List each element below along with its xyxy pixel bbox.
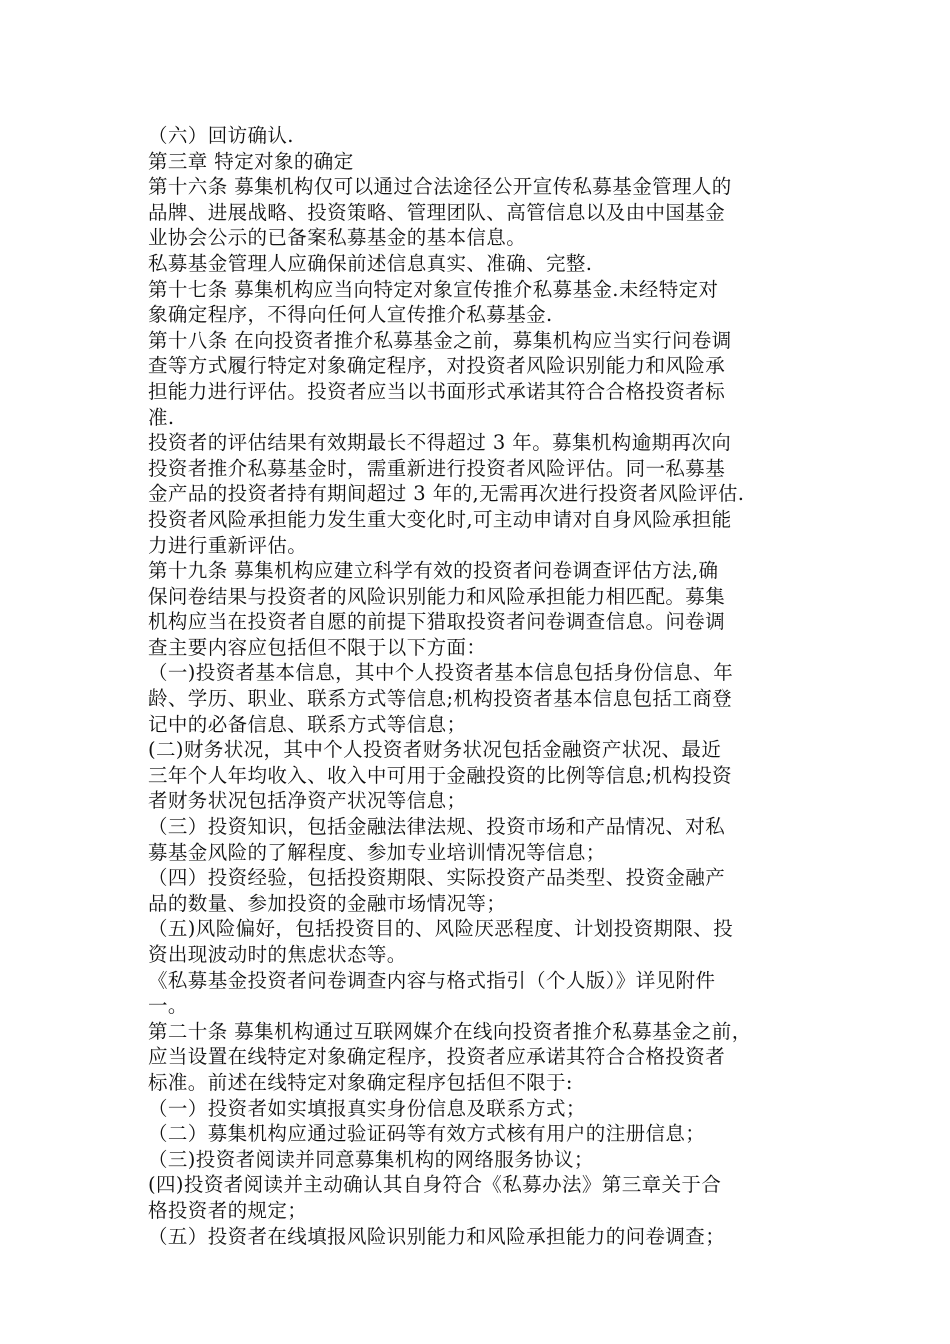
text-line: 担能力进行评估。投资者应当以书面形式承诺其符合合格投资者标 [148, 379, 726, 403]
text-line: 保问卷结果与投资者的风险识别能力和风险承担能力相匹配。募集 [148, 584, 726, 608]
text-line: 业协会公示的已备案私募基金的基本信息。 [148, 226, 527, 250]
text-line: 查等方式履行特定对象确定程序，对投资者风险识别能力和风险承 [148, 354, 726, 378]
text-line: 募基金风险的了解程度、参加专业培训情况等信息； [148, 840, 606, 864]
text-line: 三年个人年均收入、收入中可用于金融投资的比例等信息;机构投资 [148, 763, 733, 787]
text-line: （二）募集机构应通过验证码等有效方式核有用户的注册信息； [148, 1122, 706, 1146]
text-line: 标准。前述在线特定对象确定程序包括但不限于: [148, 1070, 573, 1094]
text-line: 象确定程序，不得向任何人宣传推介私募基金. [148, 303, 553, 327]
text-line: （三）投资知识，包括金融法律法规、投资市场和产品情况、对私 [148, 815, 726, 839]
text-line: 投资者推介私募基金时，需重新进行投资者风险评估。同一私募基 [148, 456, 726, 480]
text-line: 力进行重新评估。 [148, 533, 308, 557]
text-line: 第三章 特定对象的确定 [148, 149, 354, 173]
text-line: 品的数量、参加投资的金融市场情况等； [148, 891, 507, 915]
text-line: 格投资者的规定； [148, 1198, 308, 1222]
text-line: 一。 [148, 994, 188, 1018]
text-line: 准. [148, 405, 175, 429]
text-line: 第十九条 募集机构应建立科学有效的投资者问卷调查评估方法,确 [148, 559, 719, 583]
text-line: 投资者的评估结果有效期最长不得超过 3 年。募集机构逾期再次向 [148, 431, 732, 455]
document-body [148, 123, 810, 1249]
text-line: 金产品的投资者持有期间超过 3 年的,无需再次进行投资者风险评估. [148, 482, 745, 506]
text-line: （五）投资者在线填报风险识别能力和风险承担能力的问卷调查； [148, 1224, 726, 1248]
text-line: 资出现波动时的焦虑状态等。 [148, 943, 407, 966]
text-line: （一)投资者基本信息，其中个人投资者基本信息包括身份信息、年 [148, 661, 734, 685]
text-line: 私募基金管理人应确保前述信息真实、准确、完整. [148, 251, 593, 275]
text-line: 龄、学历、职业、联系方式等信息;机构投资者基本信息包括工商登 [148, 687, 733, 711]
text-line: 第十八条 在向投资者推介私募基金之前，募集机构应当实行问卷调 [148, 328, 732, 352]
text-line: （五)风险偏好，包括投资目的、风险厌恶程度、计划投资期限、投 [148, 917, 734, 941]
text-line: 应当设置在线特定对象确定程序，投资者应承诺其符合合格投资者 [148, 1045, 726, 1069]
text-line: （三)投资者阅读并同意募集机构的网络服务协议； [148, 1147, 594, 1171]
text-line: 《私募基金投资者问卷调查内容与格式指引（个人版）》详见附件 [148, 968, 716, 992]
text-line: 品牌、进展战略、投资策略、管理团队、高管信息以及由中国基金 [148, 200, 726, 224]
text-line: (二)财务状况，其中个人投资者财务状况包括金融资产状况、最近 [148, 738, 722, 762]
text-line: 查主要内容应包括但不限于以下方面： [148, 635, 487, 659]
text-line: 第十七条 募集机构应当向特定对象宣传推介私募基金.未经特定对 [148, 277, 719, 301]
text-line: (四)投资者阅读并主动确认其自身符合《私募办法》第三章关于合 [148, 1173, 722, 1197]
text-line: 第十六条 募集机构仅可以通过合法途径公开宣传私募基金管理人的 [148, 175, 732, 199]
text-line: （六）回访确认. [148, 124, 294, 147]
text-line: （一）投资者如实填报真实身份信息及联系方式； [148, 1096, 586, 1120]
text-line: （四）投资经验，包括投资期限、实际投资产品类型、投资金融产 [148, 866, 726, 890]
text-line: 记中的必备信息、联系方式等信息； [148, 712, 467, 736]
text-line: 第二十条 募集机构通过互联网媒介在线向投资者推介私募基金之前， [148, 1019, 752, 1043]
text-line: 机构应当在投资者自愿的前提下猎取投资者问卷调查信息。问卷调 [148, 610, 726, 634]
text-line: 投资者风险承担能力发生重大变化时,可主动申请对自身风险承担能 [148, 507, 732, 531]
text-line: 者财务状况包括净资产状况等信息； [148, 789, 467, 813]
